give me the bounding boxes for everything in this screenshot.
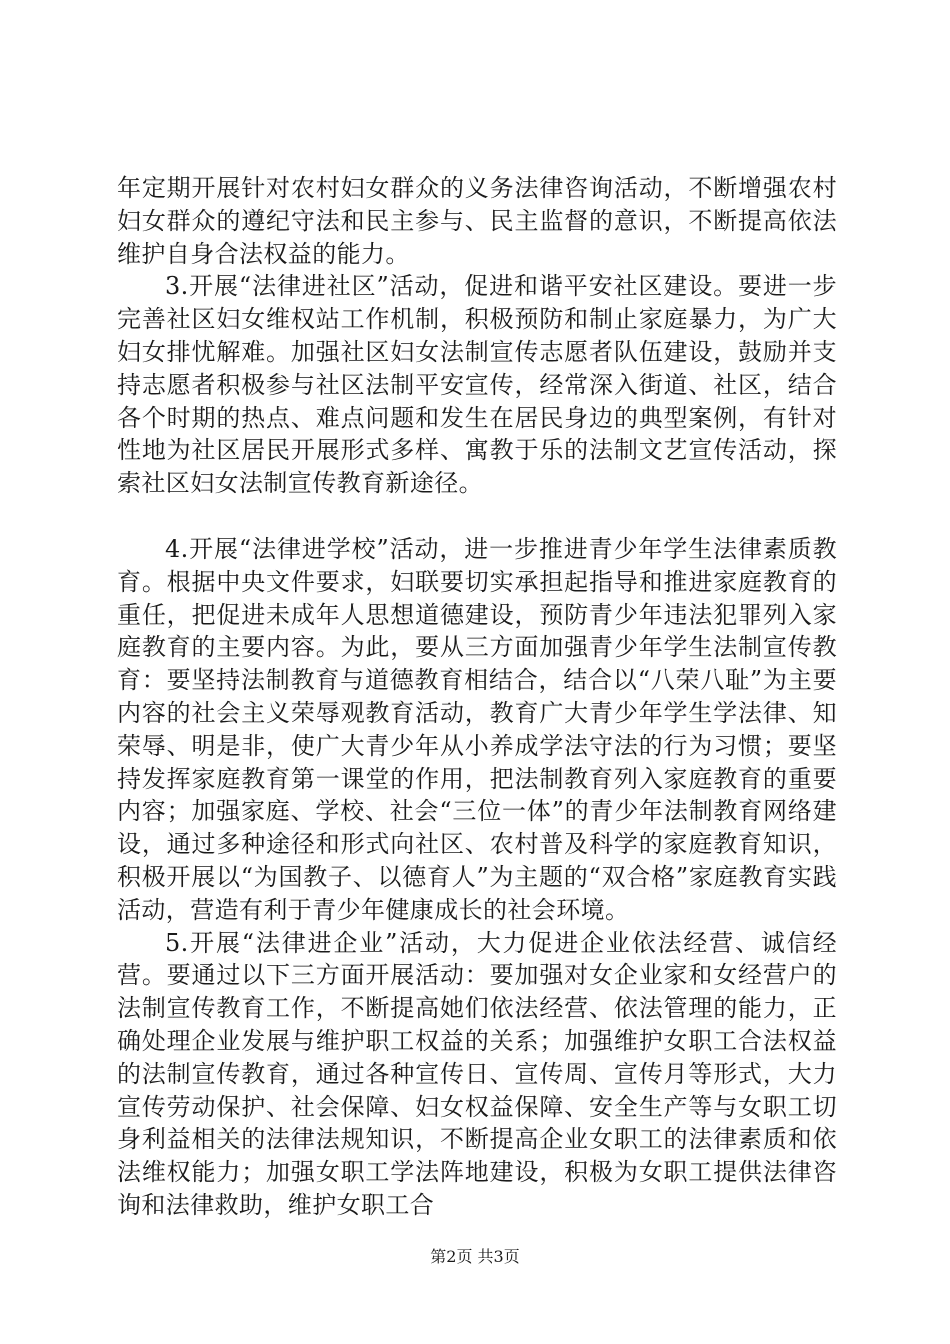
page-number-footer: 第2页 共3页: [430, 1247, 520, 1266]
paragraph-3: 4.开展“法律进学校”活动，进一步推进青少年学生法律素质教育。根据中央文件要求，妇联要切实承担起指导和推进家庭教育的重任，把促进未成年人思想道德建设，预防青少年违法犯罪列入家庭教育的主要内容。为此，要从三方面加强青少年学生法制宣传教育：要坚持法制教育与道德教育相结合，结合以“八荣八耻”为主要内容的社会主义荣辱观教育活动，教育广大青少年学生学法律、知荣辱、明是非，使广大青少年从小养成学法守法的行为习惯；要坚持发挥家庭教育第一课堂的作用，把法制教育列入家庭教育的重要内容；加强家庭、学校、社会“三位一体”的青少年法制教育网络建设，通过多种途径和形式向社区、农村普及科学的家庭教育知识，积极开展以“为国教子、以德育人”为主题的“双合格”家庭教育实践活动，营造有利于青少年健康成长的社会环境。: [117, 534, 837, 924]
paragraph-4: 5.开展“法律进企业”活动，大力促进企业依法经营、诚信经营。要通过以下三方面开展活动：要加强对女企业家和女经营户的法制宣传教育工作，不断提高她们依法经营、依法管理的能力，正确处理企业发展与维护职工权益的关系；加强维护女职工合法权益的法制宣传教育，通过各种宣传日、宣传周、宣传月等形式，大力宣传劳动保护、社会保障、妇女权益保障、安全生产等与女职工切身利益相关的法律法规知识，不断提高企业女职工的法律素质和依法维权能力；加强女职工学法阵地建设，积极为女职工提供法律咨询和法律救助，维护女职工合: [117, 928, 837, 1219]
paragraph-spacer: [117, 500, 837, 533]
paragraph-1: 年定期开展针对农村妇女群众的义务法律咨询活动，不断增强农村妇女群众的遵纪守法和民主参与、民主监督的意识，不断提高依法维护自身合法权益的能力。: [117, 174, 837, 268]
paragraph-2: 3.开展“法律进社区”活动，促进和谐平安社区建设。要进一步完善社区妇女维权站工作机制，积极预防和制止家庭暴力，为广大妇女排忧解难。加强社区妇女法制宣传志愿者队伍建设，鼓励并支持志愿者积极参与社区法制平安宣传，经常深入街道、社区，结合各个时期的热点、难点问题和发生在居民身边的典型案例，有针对性地为社区居民开展形式多样、寓教于乐的法制文艺宣传活动，探索社区妇女法制宣传教育新途径。: [117, 272, 837, 498]
document-body: [117, 172, 837, 1222]
